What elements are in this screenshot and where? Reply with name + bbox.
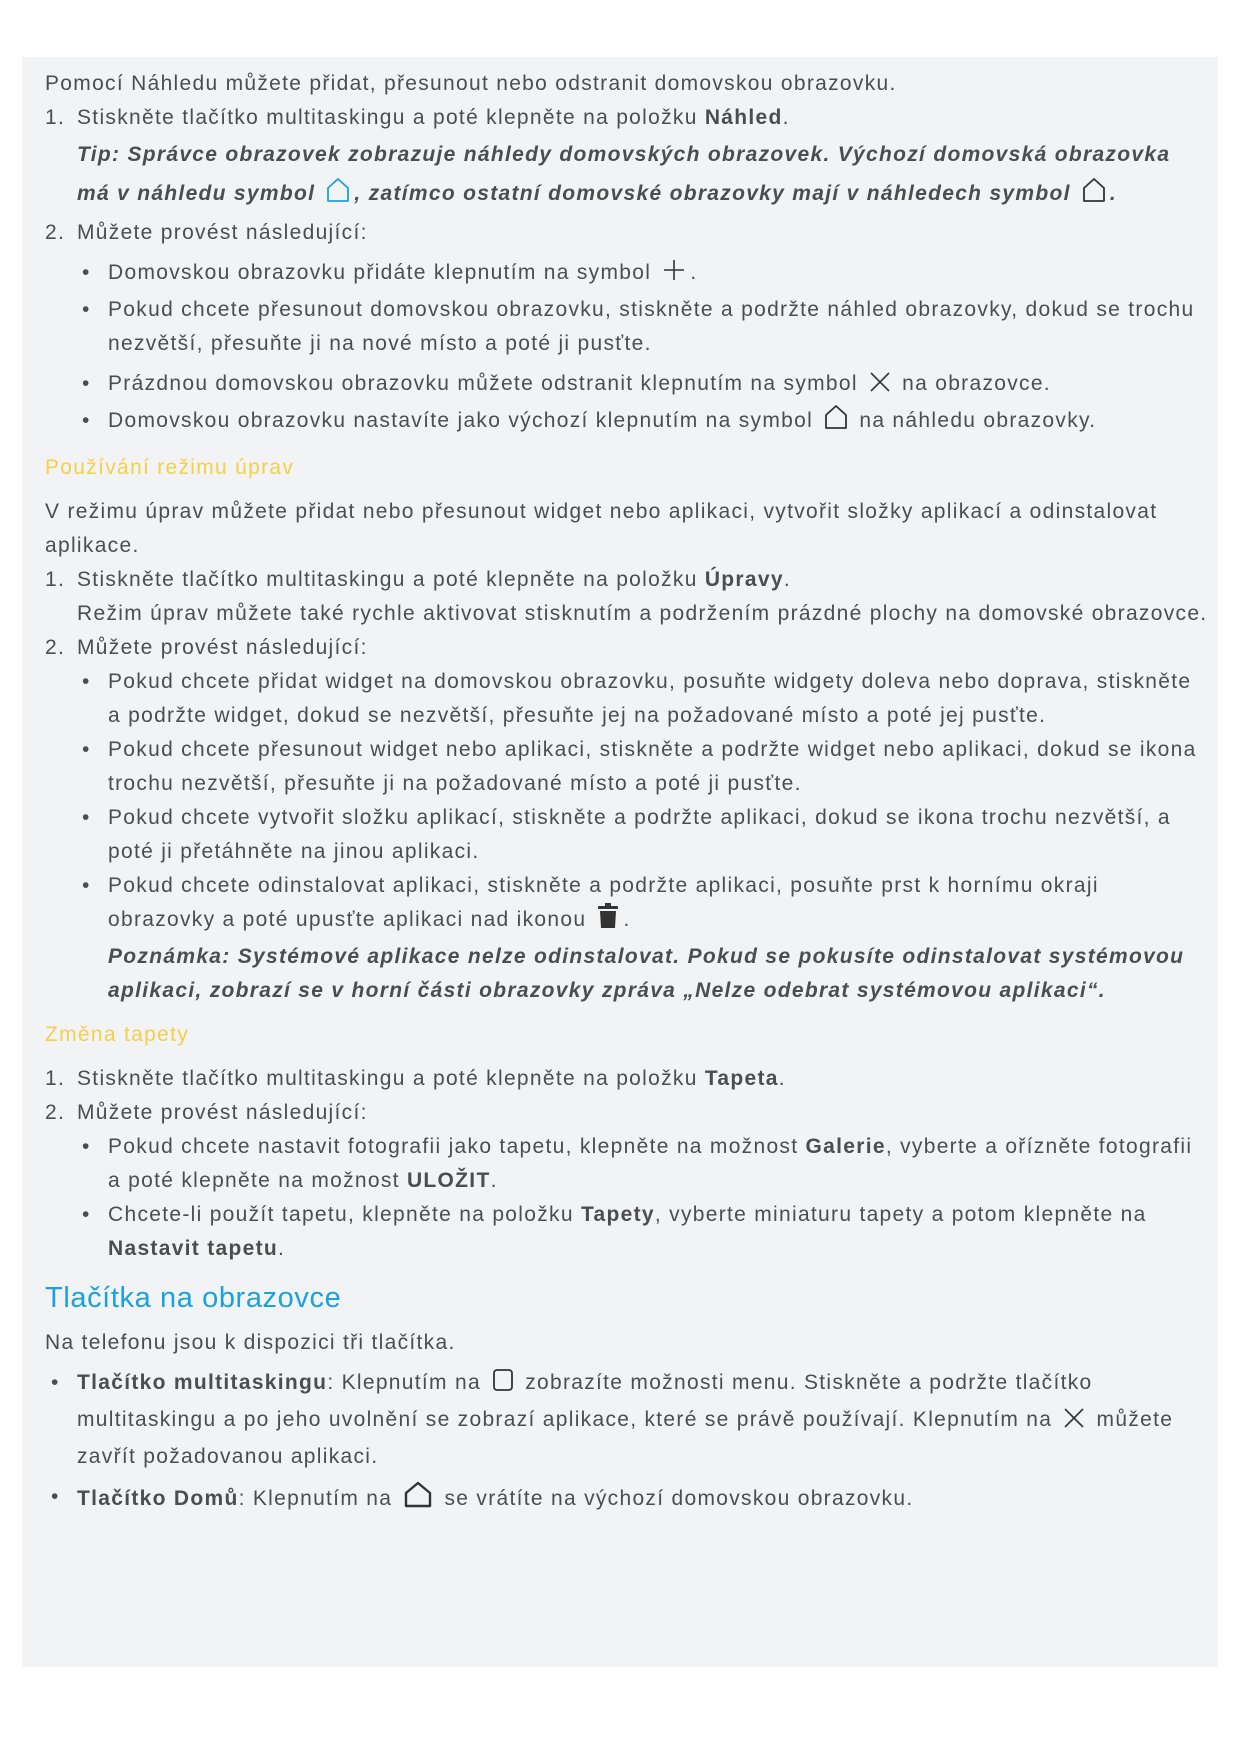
trash-icon bbox=[597, 903, 619, 940]
list-item: • Prázdnou domovskou obrazovku můžete odstranit klepnutím na symbol na obrazovce. bbox=[45, 367, 1210, 404]
edit-note: Poznámka: Systémové aplikace nelze odinstalovat. Pokud se pokusíte odinstalovat systémovou aplikaci, zobrazí se v horní části obrazovky zpráva „Nelze odebrat systémovou aplikaci“. bbox=[108, 945, 1185, 1002]
list-item: • Pokud chcete nastavit fotografii jako tapetu, klepněte na možnost Galerie, vyberte a ořízněte fotografii a poté klepněte na možnost ULOŽIT. bbox=[82, 1135, 1193, 1192]
list-item: • Domovskou obrazovku přidáte klepnutím na symbol . bbox=[45, 256, 1210, 293]
section-heading-edit: Používání režimu úprav bbox=[45, 456, 295, 479]
preview-intro: Pomocí Náhledu můžete přidat, přesunout nebo odstranit domovskou obrazovku. bbox=[45, 72, 897, 95]
section-heading-buttons: Tlačítka na obrazovce bbox=[45, 1282, 342, 1314]
list-item: • Pokud chcete přesunout widget nebo aplikaci, stiskněte a podržte widget nebo aplikaci, dokud se ikona trochu nezvětší, přesuňte ji na požadované místo a poté ji pusťte. bbox=[82, 738, 1197, 795]
multitask-icon bbox=[492, 1368, 514, 1403]
close-icon bbox=[869, 370, 891, 404]
list-item: • Pokud chcete odinstalovat aplikaci, stiskněte a podržte aplikaci, posuňte prst k hornímu okraji obrazovky a poté upusťte aplikaci nad ikonou . Poznámka: Systémové aplikace nelze odinstalovat. Pokud se pokusíte odinstalovat systémovou aplikaci, zobrazí se v horní části obrazovky zpráva „Nelze odebrat systémovou aplikaci“. bbox=[45, 869, 1210, 1008]
upravy-label: Úpravy bbox=[704, 568, 784, 591]
document-page bbox=[22, 57, 1218, 1667]
home-default-icon bbox=[326, 177, 350, 216]
nahled-label: Náhled bbox=[704, 106, 783, 129]
plus-icon bbox=[662, 258, 686, 293]
tapeta-label: Tapeta bbox=[704, 1067, 779, 1090]
section-heading-wallpaper: Změna tapety bbox=[45, 1023, 189, 1046]
preview-step-1: 1. Stiskněte tlačítko multitaskingu a poté klepněte na položku Náhled. bbox=[45, 106, 790, 129]
wallpaper-step-1: 1. Stiskněte tlačítko multitaskingu a poté klepněte na položku Tapeta. bbox=[45, 1067, 786, 1090]
list-item: • Tlačítko multitaskingu: Klepnutím na zobrazíte možnosti menu. Stiskněte a podržte tlačítko multitaskingu a po jeho uvolnění se zobrazí aplikace, které se právě používají. Klepnutím na můžete zavřít požadovanou aplikaci. bbox=[45, 1366, 1210, 1474]
preview-step-2: 2. Můžete provést následující: bbox=[45, 221, 368, 244]
home-outline-icon bbox=[824, 404, 848, 441]
wallpaper-step-2: 2. Můžete provést následující: bbox=[45, 1101, 368, 1124]
list-item: • Pokud chcete přesunout domovskou obrazovku, stiskněte a podržte náhled obrazovky, dokud se trochu nezvětší, přesuňte ji na nové místo a poté ji pusťte. bbox=[82, 298, 1195, 355]
home-outline-icon bbox=[1082, 177, 1106, 216]
list-item: • Pokud chcete vytvořit složku aplikací, stiskněte a podržte aplikaci, dokud se ikona trochu nezvětší, a poté ji přetáhněte na jinou aplikaci. bbox=[82, 806, 1171, 863]
list-item: • Domovskou obrazovku nastavíte jako výchozí klepnutím na symbol na náhledu obrazovky. bbox=[45, 404, 1210, 441]
list-item: • Chcete-li použít tapetu, klepněte na položku Tapety, vyberte miniaturu tapety a potom klepněte na Nastavit tapetu. bbox=[82, 1203, 1147, 1260]
document-content bbox=[45, 67, 1210, 1519]
edit-step-1-note: Režim úprav můžete také rychle aktivovat stisknutím a podržením prázdné plochy na domovské obrazovce. bbox=[77, 602, 1208, 625]
close-icon bbox=[1063, 1406, 1085, 1440]
home-button-icon bbox=[403, 1480, 433, 1519]
edit-step-1: 1. Stiskněte tlačítko multitaskingu a poté klepněte na položku Úpravy. bbox=[45, 568, 791, 591]
edit-step-2: 2. Můžete provést následující: bbox=[45, 636, 368, 659]
edit-intro: V režimu úprav můžete přidat nebo přesunout widget nebo aplikaci, vytvořit složky aplikací a odinstalovat aplikace. bbox=[45, 500, 1158, 557]
list-item: • Tlačítko Domů: Klepnutím na se vrátíte na výchozí domovskou obrazovku. bbox=[45, 1480, 1210, 1519]
buttons-intro: Na telefonu jsou k dispozici tři tlačítka. bbox=[45, 1331, 456, 1354]
list-item: • Pokud chcete přidat widget na domovskou obrazovku, posuňte widgety doleva nebo doprava, stiskněte a podržte widget, dokud se nezvětší, přesuňte jej na požadované místo a poté jej pusťte. bbox=[82, 670, 1192, 727]
preview-tip: Tip: Správce obrazovek zobrazuje náhledy domovských obrazovek. Výchozí domovská obrazovka má v náhledu symbol , zatímco ostatní domovské obrazovky mají v náhledech symbol . bbox=[45, 135, 1210, 216]
